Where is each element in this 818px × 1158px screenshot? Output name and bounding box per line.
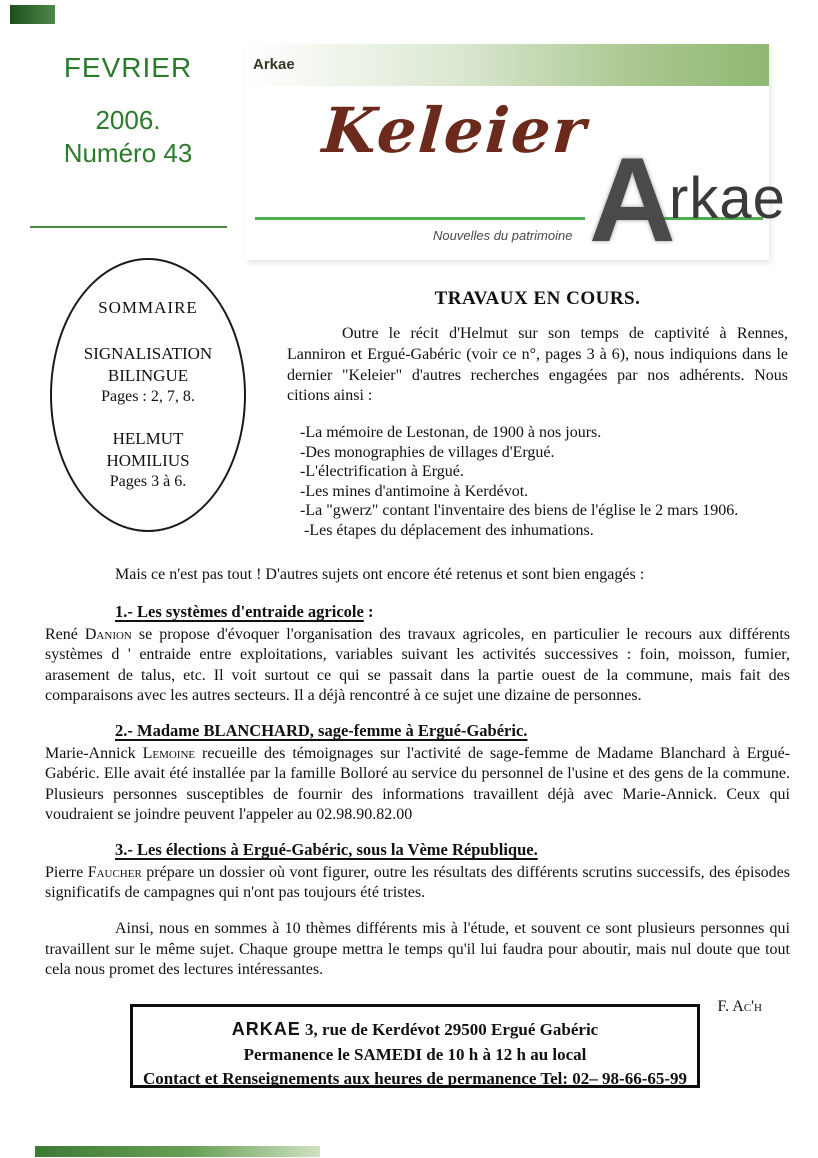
contact-brand: ARKAE: [231, 1019, 301, 1039]
issue-divider-rule: [30, 226, 227, 228]
contact-address: 3, rue de Kerdévot 29500 Ergué Gabéric: [300, 1020, 599, 1039]
closing-paragraph: Ainsi, nous en sommes à 10 thèmes différents mis à l'étude, et souvent ce sont plusieurs personnes qui travaillent sur le même sujet. Chaque groupe mettra le temps qu'il lui faudra pour aboutir, mais nul doute que tout cela nous promet des lectures intéressantes.: [45, 920, 790, 979]
section-3-person-name: Faucher: [87, 863, 142, 881]
section-1-heading: [115, 601, 790, 622]
section-3-body-prefix: Pierre: [45, 863, 88, 881]
section-1-heading-text: 1.- Les systèmes d'entraide agricole: [115, 602, 364, 622]
sommaire-title: SOMMAIRE: [98, 297, 198, 317]
contact-box: [130, 1004, 700, 1088]
arkae-logo-initial: A: [589, 133, 676, 267]
contact-hours-line: Permanence le SAMEDI de 10 h à 12 h au local: [243, 1044, 587, 1064]
sommaire-entry-helmut: [106, 428, 189, 493]
logo-underline-left: [255, 217, 585, 220]
bottom-accent-bar: [35, 1146, 320, 1157]
article-body: [45, 565, 790, 1017]
section-3-body-rest: prépare un dossier où vont figurer, outre les résultats des différents scrutins successifs, des épisodes significatifs de campagnes qui n'ont pas toujours été tristes.: [45, 863, 791, 902]
section-2-body: [45, 744, 790, 826]
section-1-person-name: Danion: [84, 625, 132, 643]
topic-list-item: -Des monographies de villages d'Ergué.: [300, 443, 555, 461]
section-3-body: [45, 863, 790, 904]
tagline: Nouvelles du patrimoine: [433, 228, 573, 243]
sommaire-entry-line: HOMILIUS: [106, 451, 190, 471]
issue-month: FEVRIER: [63, 52, 193, 83]
contact-phone-line: Contact et Renseignements aux heures de permanence Tel: 02– 98-66-65-99: [142, 1069, 688, 1089]
masthead-gradient-bar: [245, 44, 769, 86]
sommaire-entry-line: BILINGUE: [107, 366, 189, 386]
article-intro-paragraph: Outre le récit d'Helmut sur son temps de captivité à Rennes, Lanniron et Ergué-Gabéric (voir ce n°, pages 3 à 6), nous indiquions dans le dernier "Keleier" d'autres recherches engagées par nos adhérents. Nous citions ainsi :: [287, 325, 788, 405]
topic-list-item: -Les mines d'antimoine à Kerdévot.: [300, 482, 529, 500]
topic-list-item: -La mémoire de Lestonan, de 1900 à nos jours.: [300, 424, 602, 442]
sommaire-entry-pages: Pages 3 à 6.: [109, 473, 187, 491]
corner-accent-bar: [10, 5, 55, 24]
arkae-logo-rest: rkae: [669, 166, 786, 231]
section-3-heading: [115, 839, 790, 860]
sommaire-entry-signalisation: [84, 343, 212, 408]
sommaire-oval: [50, 258, 246, 532]
section-2-person-name: Lemoine: [142, 744, 196, 762]
contact-address-line: [133, 1016, 697, 1043]
newsletter-script-title: Keleier: [320, 94, 590, 167]
sommaire-entry-line: HELMUT: [112, 429, 184, 449]
topic-list-item: -Les étapes du déplacement des inhumations.: [300, 521, 594, 539]
section-2-heading: [115, 720, 790, 741]
brand-label: Arkae: [253, 56, 295, 73]
topic-list-item: -La "gwerz" contant l'inventaire des biens de l'église le 2 mars 1906.: [300, 502, 739, 520]
section-1-heading-suffix: :: [363, 602, 374, 622]
sommaire-entry-pages: Pages : 2, 7, 8.: [101, 388, 195, 406]
masthead: [245, 44, 786, 267]
section-1-body-rest: se propose d'évoquer l'organisation des travaux agricoles, en particulier le recours aux différents systèmes d ' entraide entre exploitations, variables suivant les activités successives : foin, moisson, fumier, arasement de talus, etc. Il voit surtout ce qui se passait dans la partie ouest de la commune, mais fait des comparaisons avec les autres secteurs. Il a déjà rencontré à ce sujet une dizaine de personnes.: [45, 625, 790, 704]
article-intro-column: [287, 288, 788, 540]
topic-list-item: -L'électrification à Ergué.: [300, 463, 464, 481]
article-title: TRAVAUX EN COURS.: [434, 288, 641, 309]
issue-number: Numéro 43: [63, 138, 193, 168]
sommaire-entry-line: SIGNALISATION: [83, 344, 213, 364]
section-2-body-rest: recueille des témoignages sur l'activité de sage-femme de Madame Blanchard à Ergué-Gabéric. Elle avait été installée par la famille Bolloré au service du personnel de l'usine et des gens de la commune. Plusieurs personnes susceptibles de fournir des informations travaillent déjà avec Marie-Annick. Ceux qui voudraient se joindre peuvent l'appeler au 02.98.90.82.00: [45, 744, 791, 823]
transition-paragraph: Mais ce n'est pas tout ! D'autres sujets ont encore été retenus et sont bien engagés :: [115, 566, 645, 583]
section-2-body-prefix: Marie-Annick: [45, 744, 143, 762]
issue-block: [28, 52, 228, 169]
issue-year: 2006.: [95, 105, 161, 135]
section-1-body: [45, 625, 790, 707]
section-2-heading-text: 2.- Madame BLANCHARD, sage-femme à Ergué-Gabéric.: [115, 721, 528, 741]
section-1-body-prefix: René: [45, 625, 85, 643]
author-signature: F. Ac'h: [717, 997, 762, 1015]
section-3-heading-text: 3.- Les élections à Ergué-Gabéric, sous la Vème République.: [115, 840, 538, 860]
topic-list: [300, 423, 788, 540]
